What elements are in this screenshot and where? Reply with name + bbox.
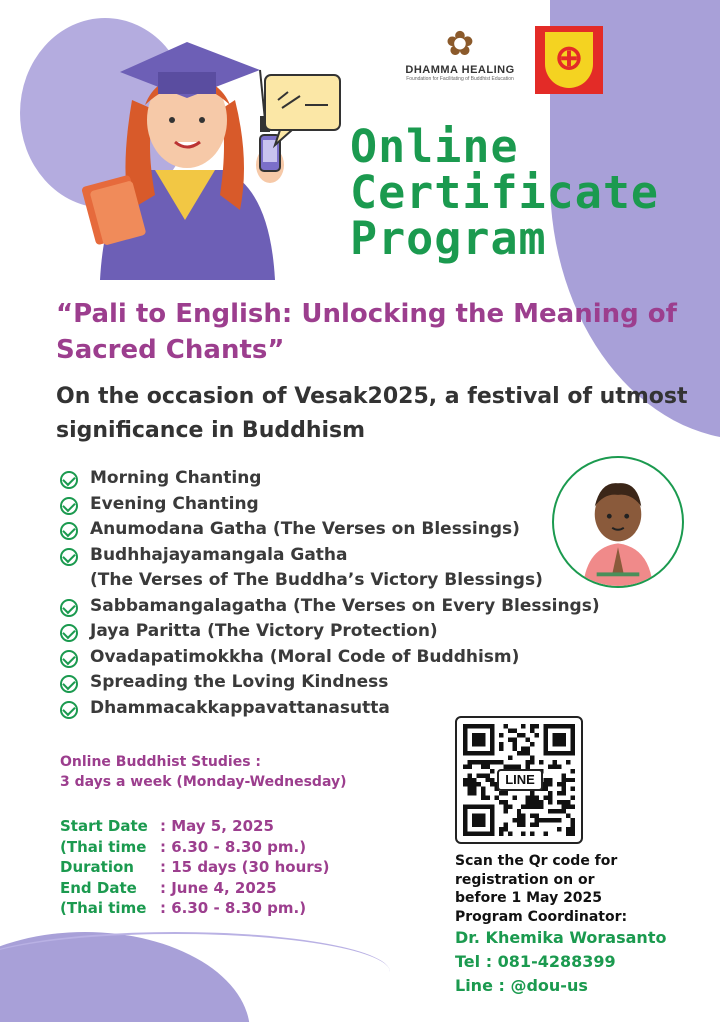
qr-module bbox=[557, 791, 561, 795]
qr-module bbox=[557, 782, 561, 786]
qr-module bbox=[544, 778, 548, 782]
qr-module bbox=[535, 823, 539, 827]
course-headline: “Pali to English: Unlocking the Meaning of Sacred Chants” bbox=[56, 299, 677, 365]
qr-module bbox=[481, 791, 485, 795]
contact-line-2: registration on or bbox=[455, 871, 595, 888]
qr-module bbox=[548, 800, 552, 804]
qr-module bbox=[526, 751, 530, 755]
university-logo bbox=[535, 26, 603, 94]
qr-module bbox=[521, 818, 525, 822]
qr-module bbox=[571, 818, 575, 822]
qr-module bbox=[503, 791, 507, 795]
qr-module bbox=[544, 787, 548, 791]
qr-module bbox=[467, 760, 471, 764]
study-line-2: 3 days a week (Monday-Wednesday) bbox=[60, 774, 347, 790]
qr-module bbox=[535, 818, 539, 822]
qr-module bbox=[535, 796, 539, 800]
qr-module bbox=[535, 800, 539, 804]
qr-module bbox=[521, 733, 525, 737]
qr-module bbox=[499, 832, 503, 836]
qr-module bbox=[499, 827, 503, 831]
registration-qr-code[interactable] bbox=[455, 716, 583, 844]
qr-module bbox=[521, 746, 525, 750]
qr-module bbox=[512, 818, 516, 822]
qr-module bbox=[467, 787, 471, 791]
qr-module bbox=[557, 800, 561, 804]
qr-module bbox=[503, 823, 507, 827]
qr-module bbox=[512, 728, 516, 732]
schedule-row: (Thai time : 6.30 - 8.30 pm.) bbox=[60, 837, 307, 856]
qr-module bbox=[530, 814, 534, 818]
list-item: Evening Chanting bbox=[60, 492, 580, 518]
qr-module bbox=[553, 764, 557, 768]
qr-module bbox=[463, 782, 467, 786]
qr-module bbox=[544, 832, 548, 836]
qr-module bbox=[548, 791, 552, 795]
list-item: Dhammacakkappavattanasutta bbox=[60, 696, 580, 722]
qr-module bbox=[544, 818, 548, 822]
coordinator-tel[interactable]: Tel : 081-4288399 bbox=[455, 952, 616, 971]
qr-module bbox=[530, 728, 534, 732]
qr-module bbox=[499, 742, 503, 746]
qr-module bbox=[571, 787, 575, 791]
schedule-row: Duration : 15 days (30 hours) bbox=[60, 858, 330, 876]
dhamma-healing-logo bbox=[400, 24, 520, 82]
qr-module bbox=[494, 796, 498, 800]
qr-module bbox=[530, 832, 534, 836]
qr-module bbox=[508, 737, 512, 741]
qr-module bbox=[472, 787, 476, 791]
qr-module bbox=[530, 791, 534, 795]
qr-module bbox=[571, 823, 575, 827]
qr-module bbox=[566, 805, 570, 809]
qr-module bbox=[490, 778, 494, 782]
qr-module bbox=[463, 778, 467, 782]
list-item: Anumodana Gatha (The Verses on Blessings) bbox=[60, 517, 580, 543]
qr-module bbox=[503, 800, 507, 804]
qr-module bbox=[481, 764, 485, 768]
qr-module bbox=[499, 733, 503, 737]
qr-module bbox=[476, 773, 480, 777]
qr-module bbox=[490, 769, 494, 773]
qr-module bbox=[530, 742, 534, 746]
qr-module bbox=[562, 805, 566, 809]
qr-module bbox=[508, 755, 512, 759]
qr-module bbox=[535, 724, 539, 728]
qr-module bbox=[562, 778, 566, 782]
schedule-row: (Thai time : 6.30 - 8.30 pm.) bbox=[60, 899, 307, 917]
list-item: Ovadapatimokkha (Moral Code of Buddhism) bbox=[60, 645, 580, 671]
qr-module bbox=[467, 764, 471, 768]
qr-module bbox=[557, 818, 561, 822]
logo-name: DHAMMA HEALING bbox=[405, 64, 515, 76]
qr-module bbox=[557, 809, 561, 813]
qr-module bbox=[508, 728, 512, 732]
logo-subtitle: Foundation for Facilitating of Buddhist Education bbox=[406, 76, 514, 82]
qr-module bbox=[503, 805, 507, 809]
qr-module bbox=[566, 778, 570, 782]
check-icon bbox=[60, 624, 78, 642]
qr-module bbox=[530, 760, 534, 764]
qr-module bbox=[553, 760, 557, 764]
qr-module bbox=[503, 827, 507, 831]
qr-module bbox=[472, 791, 476, 795]
qr-module bbox=[530, 755, 534, 759]
qr-module bbox=[539, 818, 543, 822]
qr-module bbox=[562, 800, 566, 804]
qr-module bbox=[562, 773, 566, 777]
qr-module bbox=[503, 724, 507, 728]
qr-module bbox=[571, 778, 575, 782]
qr-module bbox=[467, 782, 471, 786]
qr-module bbox=[544, 782, 548, 786]
qr-module bbox=[530, 805, 534, 809]
qr-module bbox=[512, 742, 516, 746]
qr-module bbox=[521, 814, 525, 818]
qr-module bbox=[467, 791, 471, 795]
list-item: Morning Chanting bbox=[60, 466, 580, 492]
qr-module bbox=[526, 760, 530, 764]
check-icon bbox=[60, 675, 78, 693]
qr-module bbox=[485, 778, 489, 782]
qr-module bbox=[548, 782, 552, 786]
qr-module bbox=[566, 760, 570, 764]
qr-module bbox=[539, 805, 543, 809]
qr-module bbox=[481, 773, 485, 777]
contact-info bbox=[455, 852, 666, 998]
check-icon bbox=[60, 599, 78, 617]
study-info bbox=[60, 752, 347, 792]
occasion-text: On the occasion of Vesak2025, a festival of utmost significance in Buddhism bbox=[56, 384, 688, 443]
qr-module bbox=[521, 724, 525, 728]
qr-module bbox=[508, 832, 512, 836]
coordinator-name: Dr. Khemika Worasanto bbox=[455, 928, 667, 947]
qr-module bbox=[490, 782, 494, 786]
qr-module bbox=[544, 796, 548, 800]
qr-module bbox=[481, 787, 485, 791]
qr-module bbox=[571, 796, 575, 800]
qr-module bbox=[553, 818, 557, 822]
qr-module bbox=[530, 796, 534, 800]
qr-module bbox=[499, 791, 503, 795]
list-item-continuation: (The Verses of The Buddha’s Victory Blessings) bbox=[90, 570, 543, 590]
praying-boy-illustration bbox=[552, 456, 684, 588]
schedule-table bbox=[60, 816, 329, 919]
qr-module bbox=[539, 760, 543, 764]
contact-line-1: Scan the Qr code for bbox=[455, 853, 618, 869]
qr-module bbox=[535, 814, 539, 818]
list-item: Sabbamangalagatha (The Verses on Every Blessings) bbox=[60, 594, 580, 620]
list-item: Budhhajayamangala Gatha bbox=[60, 543, 580, 569]
qr-module bbox=[526, 805, 530, 809]
qr-module bbox=[562, 809, 566, 813]
qr-module bbox=[548, 778, 552, 782]
university-emblem-icon: ⊕ bbox=[545, 32, 593, 88]
qr-module bbox=[566, 800, 570, 804]
qr-module bbox=[485, 773, 489, 777]
qr-module bbox=[485, 764, 489, 768]
qr-module bbox=[476, 760, 480, 764]
qr-module bbox=[481, 796, 485, 800]
decor-curve bbox=[0, 932, 390, 1012]
qr-module bbox=[490, 760, 494, 764]
qr-module bbox=[476, 782, 480, 786]
qr-module bbox=[517, 751, 521, 755]
qr-module bbox=[521, 805, 525, 809]
qr-module bbox=[521, 823, 525, 827]
schedule-row: Start Date : May 5, 2025 bbox=[60, 817, 274, 835]
qr-module bbox=[566, 827, 570, 831]
qr-module bbox=[467, 773, 471, 777]
qr-module bbox=[566, 832, 570, 836]
qr-module bbox=[557, 827, 561, 831]
qr-module bbox=[521, 832, 525, 836]
qr-module bbox=[539, 800, 543, 804]
qr-module bbox=[566, 814, 570, 818]
qr-module bbox=[512, 796, 516, 800]
qr-module bbox=[494, 760, 498, 764]
qr-module bbox=[472, 760, 476, 764]
title-line-3: Program bbox=[350, 212, 547, 265]
lotus-icon: ✿ bbox=[445, 24, 475, 64]
title-line-2: Certificate bbox=[350, 166, 660, 219]
qr-module bbox=[526, 737, 530, 741]
qr-module bbox=[535, 733, 539, 737]
qr-module bbox=[499, 760, 503, 764]
qr-module bbox=[530, 724, 534, 728]
check-icon bbox=[60, 522, 78, 540]
qr-module bbox=[512, 737, 516, 741]
qr-module bbox=[548, 809, 552, 813]
qr-module bbox=[485, 760, 489, 764]
qr-module bbox=[517, 823, 521, 827]
qr-module bbox=[503, 809, 507, 813]
list-item: Jaya Paritta (The Victory Protection) bbox=[60, 619, 580, 645]
qr-module bbox=[467, 778, 471, 782]
qr-module bbox=[548, 796, 552, 800]
qr-module bbox=[517, 818, 521, 822]
qr-module bbox=[512, 746, 516, 750]
qr-module bbox=[571, 769, 575, 773]
qr-module bbox=[562, 787, 566, 791]
check-icon bbox=[60, 650, 78, 668]
schedule-row: End Date : June 4, 2025 bbox=[60, 878, 277, 897]
qr-module bbox=[535, 805, 539, 809]
qr-module bbox=[526, 800, 530, 804]
qr-module bbox=[463, 764, 467, 768]
qr-module bbox=[526, 796, 530, 800]
qr-module bbox=[530, 800, 534, 804]
qr-module bbox=[548, 818, 552, 822]
qr-module bbox=[472, 782, 476, 786]
qr-module bbox=[481, 760, 485, 764]
qr-module bbox=[571, 805, 575, 809]
qr-module bbox=[571, 832, 575, 836]
qr-module bbox=[530, 823, 534, 827]
check-icon bbox=[60, 497, 78, 515]
line-badge: LINE bbox=[497, 769, 543, 791]
qr-module bbox=[517, 733, 521, 737]
qr-module bbox=[571, 827, 575, 831]
qr-module bbox=[521, 751, 525, 755]
qr-module bbox=[548, 764, 552, 768]
graduate-illustration bbox=[60, 20, 350, 280]
qr-module bbox=[485, 796, 489, 800]
contact-line-3: before 1 May 2025 bbox=[455, 890, 603, 906]
chant-list bbox=[60, 466, 600, 721]
qr-module bbox=[517, 809, 521, 813]
qr-module bbox=[526, 746, 530, 750]
program-title bbox=[350, 120, 660, 265]
qr-module bbox=[557, 764, 561, 768]
qr-module bbox=[553, 809, 557, 813]
check-icon bbox=[60, 471, 78, 489]
title-line-1: Online bbox=[350, 120, 519, 173]
qr-module bbox=[508, 805, 512, 809]
qr-module bbox=[472, 778, 476, 782]
coordinator-line-id[interactable]: Line : @dou-us bbox=[455, 976, 588, 995]
qr-module bbox=[517, 814, 521, 818]
study-line-1: Online Buddhist Studies : bbox=[60, 754, 262, 770]
qr-module bbox=[499, 746, 503, 750]
qr-module bbox=[562, 791, 566, 795]
qr-module bbox=[499, 800, 503, 804]
list-item: Spreading the Loving Kindness bbox=[60, 670, 580, 696]
check-icon bbox=[60, 548, 78, 566]
contact-line-4: Program Coordinator: bbox=[455, 908, 628, 925]
qr-module bbox=[562, 782, 566, 786]
check-icon bbox=[60, 701, 78, 719]
